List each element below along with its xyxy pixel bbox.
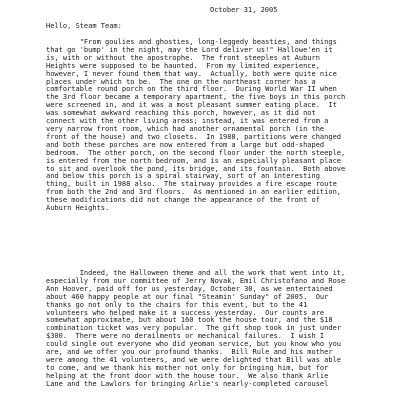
paragraph-1: "From goulies and ghosties, long-leggedy beasties, and things that go 'bump' in the night, may the Lord deliver us!" Hallowe'en it is, with or without the apostrophe. The front steeples at Auburn Heights were supposed to be haunted. From my limited experience, however, I never found them that way. Actually, both were quite nice places under which to be. The one on the northeast corner has a comfortable round porch on the third floor. During World War II when the 3rd floor became a temporary apartment, the five boys in this porch were screened in, and it was a most pleasant summer eating place. It was somewhat awkward reaching this porch, however, as it did not connect with the other living areas; instead, it was entered from a very narrow front room, which had another ornamental porch (in the front of the house) and two closets. In 1988, partitions were changed and both these porches are now entered from a large but odd-shaped bedroom. The other porch, on the second floor under the north steeple, is entered from the north bedroom, and is an especially pleasant place to sit and overlook the pond, its bridge, and its fountain. Both above and below this porch is a spiral stairway, sort of an interesting thing, built in 1988 also. The stairway provides a fire escape route from both the 2nd and 3rd floors. As mentioned in an earlier edition, these modifications did not change the appearance of the front of Auburn Heights. bbox=[46, 38, 346, 213]
paragraph-2: Indeed, the Halloween theme and all the work that went into it, especially from our committee of Jerry Novak, Emil Christofano and Rose Ann Hoover, paid off for us yesterday, October 30, as we entertained about 460 happy people at our final "Steamin' Sunday" of 2005. Our thanks go not only to the chairs for this event, but to the 41 volunteers who helped make it a success yesterday. Our counts are somewhat approximate, but about 160 took the house tour, and the $18 combination ticket was very popular. The gift shop took in just under $300. There were no derailments or mechanical failures. I wish I could single out everyone who did yeoman service, but you know who you are, and we offer you our profound thanks. Bill Rule and his mother were among the 41 volunteers, and we were delighted that Bill was able to come, and we thank his mother not only for bringing him, but for helping at the front door with the house tour. We also thank Arlie Lane and the Lawlors for bringing Arlie's nearly-completed carousel bbox=[46, 269, 346, 388]
letter-date: October 31, 2005 bbox=[210, 6, 278, 14]
letter-greeting: Hello, Steam Team: bbox=[46, 22, 122, 30]
